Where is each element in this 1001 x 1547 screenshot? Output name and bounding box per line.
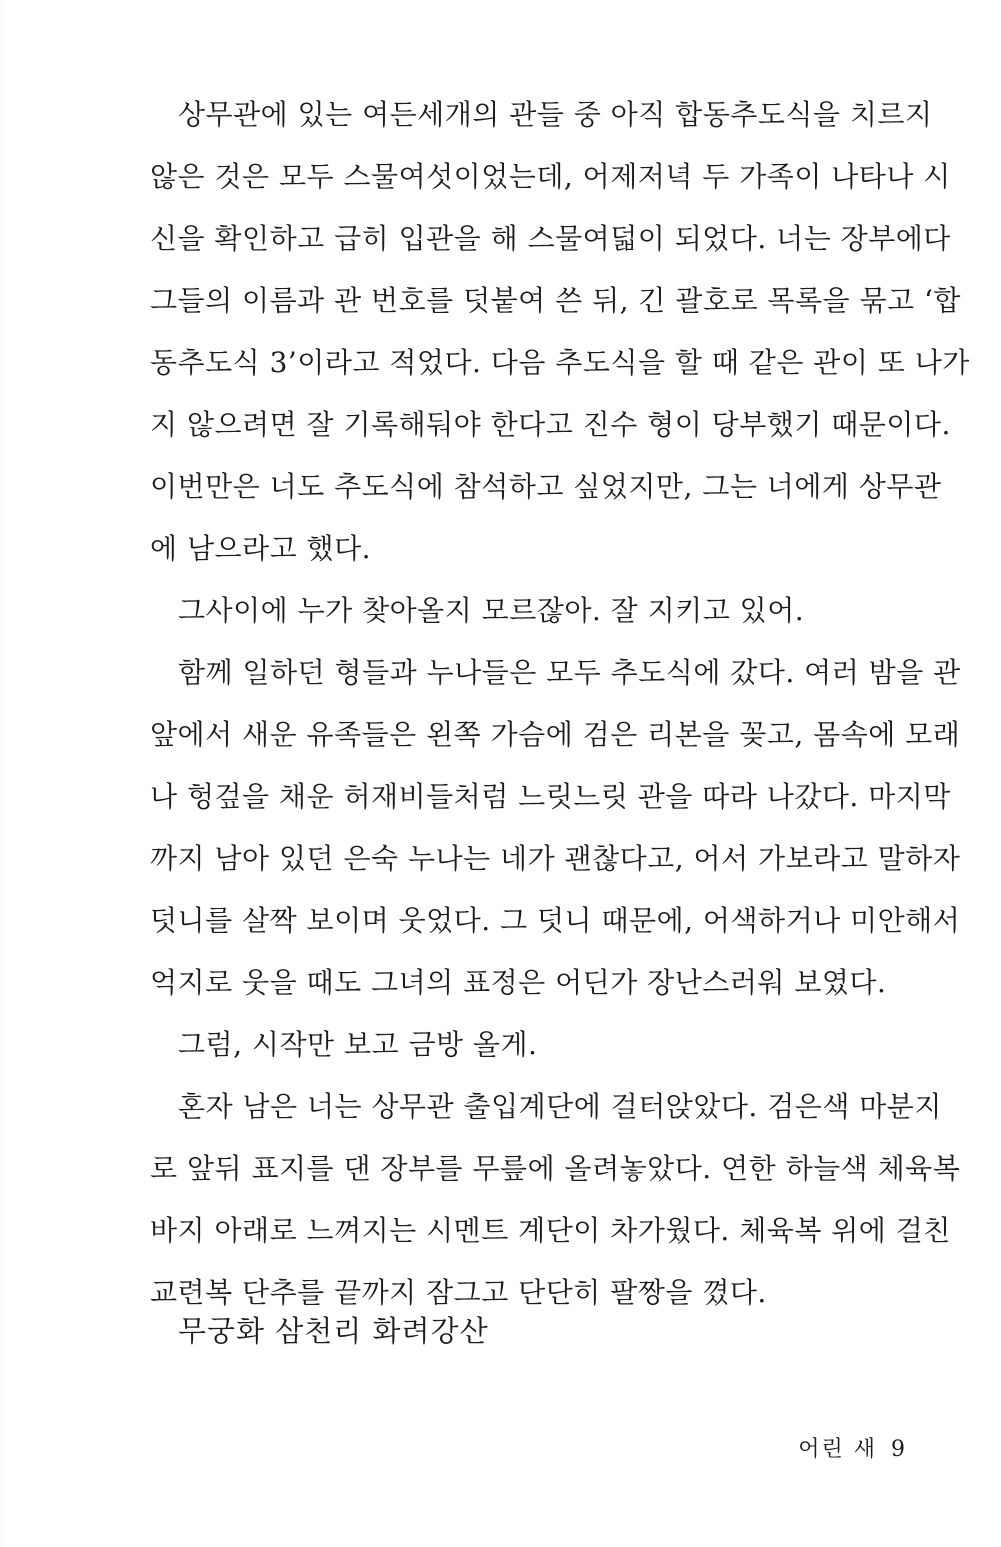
text-line: 함께 일하던 형들과 누나들은 모두 추도식에 갔다. 여러 밤을 관 bbox=[178, 656, 961, 689]
text-line: 않은 것은 모두 스물여섯이었는데, 어제저녁 두 가족이 나타나 시 bbox=[150, 160, 951, 193]
text-line: 상무관에 있는 여든세개의 관들 중 아직 합동추도식을 치르지 bbox=[178, 98, 933, 131]
text-line: 억지로 웃을 때도 그녀의 표정은 어딘가 장난스러워 보였다. bbox=[150, 966, 887, 999]
text-line: 그들의 이름과 관 번호를 덧붙여 쓴 뒤, 긴 괄호로 목록을 묶고 ‘합 bbox=[150, 284, 961, 317]
page-footer bbox=[798, 1432, 907, 1468]
text-line: 에 남으라고 했다. bbox=[150, 532, 372, 565]
dialogue-line: 그럼, 시작만 보고 금방 올게. bbox=[178, 1028, 538, 1061]
page-edge-shadow bbox=[0, 0, 6, 1547]
text-line: 앞에서 새운 유족들은 왼쪽 가슴에 검은 리본을 꽂고, 몸속에 모래 bbox=[150, 718, 961, 751]
running-title: 어린 새 bbox=[798, 1437, 877, 1462]
text-line: 까지 남아 있던 은숙 누나는 네가 괜찮다고, 어서 가보라고 말하자 bbox=[150, 842, 961, 875]
text-line: 나 헝겊을 채운 허재비들처럼 느릿느릿 관을 따라 나갔다. 마지막 bbox=[150, 780, 951, 813]
section-heading: 무궁화 삼천리 화려강산 bbox=[178, 1314, 489, 1348]
text-line: 동추도식 3’이라고 적었다. 다음 추도식을 할 때 같은 관이 또 나가 bbox=[150, 346, 970, 379]
text-line: 혼자 남은 너는 상무관 출입계단에 걸터앉았다. 검은색 마분지 bbox=[178, 1090, 942, 1123]
dialogue-line: 그사이에 누가 찾아올지 모르잖아. 잘 지키고 있어. bbox=[178, 594, 805, 627]
text-line: 지 않으려면 잘 기록해둬야 한다고 진수 형이 당부했기 때문이다. bbox=[150, 408, 951, 441]
text-line: 이번만은 너도 추도식에 참석하고 싶었지만, 그는 너에게 상무관 bbox=[150, 470, 942, 503]
text-line: 로 앞뒤 표지를 댄 장부를 무릎에 올려놓았다. 연한 하늘색 체육복 bbox=[150, 1152, 961, 1185]
text-line: 덧니를 살짝 보이며 웃었다. 그 덧니 때문에, 어색하거나 미안해서 bbox=[150, 904, 961, 937]
text-line: 바지 아래로 느껴지는 시멘트 계단이 차가웠다. 체육복 위에 걸친 bbox=[150, 1214, 951, 1247]
text-line: 교련복 단추를 끝까지 잠그고 단단히 팔짱을 꼈다. bbox=[150, 1276, 767, 1309]
text-line: 신을 확인하고 급히 입관을 해 스물여덟이 되었다. 너는 장부에다 bbox=[150, 222, 951, 255]
page-number: 9 bbox=[891, 1437, 907, 1462]
body-text bbox=[150, 84, 970, 1324]
